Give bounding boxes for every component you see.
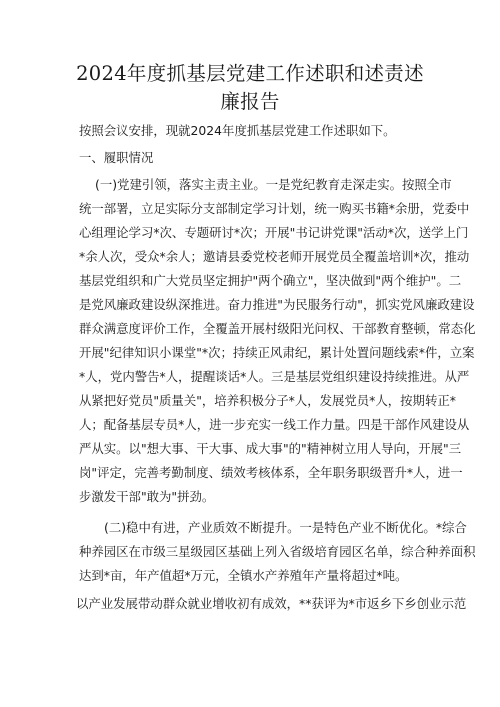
document-title	[60, 60, 440, 116]
section-heading: 一、履职情况	[79, 150, 154, 165]
body-line: 以产业发展带动群众就业增收初有成效，**获评为*市返乡下乡创业示范	[76, 596, 467, 611]
body-line: 岗"评定，完善考勤制度、绩效考核体系，全年职务职级晋升*人，进一	[79, 465, 463, 480]
body-line: 群众满意度评价工作，全覆盖开展村级阳光问权、干部教育整顿，常态化	[79, 321, 476, 336]
body-line: 开展"纪律知识小课堂"*次；持续正风肃纪，累计处置问题线索*件，立案	[79, 345, 475, 360]
body-line: *余人次，受众*余人；邀请县委党校老师开展党员全覆盖培训*次，推动	[79, 249, 470, 264]
title-line-2: 廉报告	[220, 90, 280, 113]
body-line: 心组理论学习*次、专题研讨*次；开展"书记讲党课"活动*次，送学上门	[79, 225, 469, 240]
body-line: 达到*亩，年产值超*万元，全镇水产养殖年产量将超过*吨。	[79, 568, 408, 583]
body-line: 是党风廉政建设纵深推进。奋力推进"为民服务行动"，抓实党风廉政建设	[79, 297, 475, 312]
body-line: 严从实。以"想大事、干大事、成大事"的"精神树立用人导向，开展"三	[79, 441, 462, 456]
body-line: 种养园区在市级三星级园区基础上列入省级培育园区名单，综合种养面积	[79, 544, 476, 559]
body-line: 基层党组织和广大党员坚定拥护"两个确立"，坚决做到"两个维护"。二	[79, 273, 462, 288]
body-line: 统一部署，立足实际分支部制定学习计划，统一购买书籍*余册，党委中	[79, 201, 470, 216]
body-line: *人，党内警告*人，提醒谈话*人。三是基层党组织建设持续推进。从严	[79, 369, 470, 384]
body-line: 人；配备基层专员*人，进一步充实一线工作力量。四是干部作风建设从	[79, 417, 470, 432]
body-line: 步激发干部"敢为"拼劲。	[79, 489, 215, 504]
body-line: 从紧把好党员"质量关"，培养积极分子*人，发展党员*人，按期转正*	[79, 393, 456, 408]
body-line: (一)党建引领，落实主责主业。一是党纪教育走深走实。按照全市	[95, 177, 452, 192]
title-line-1: 2024年度抓基层党建工作述职和述责述	[76, 62, 424, 85]
intro-line: 按照会议安排，现就2024年度抓基层党建工作述职如下。	[79, 123, 396, 138]
body-line: (二)稳中有进，产业质效不断提升。一是特色产业不断优化。*综合	[104, 520, 467, 535]
